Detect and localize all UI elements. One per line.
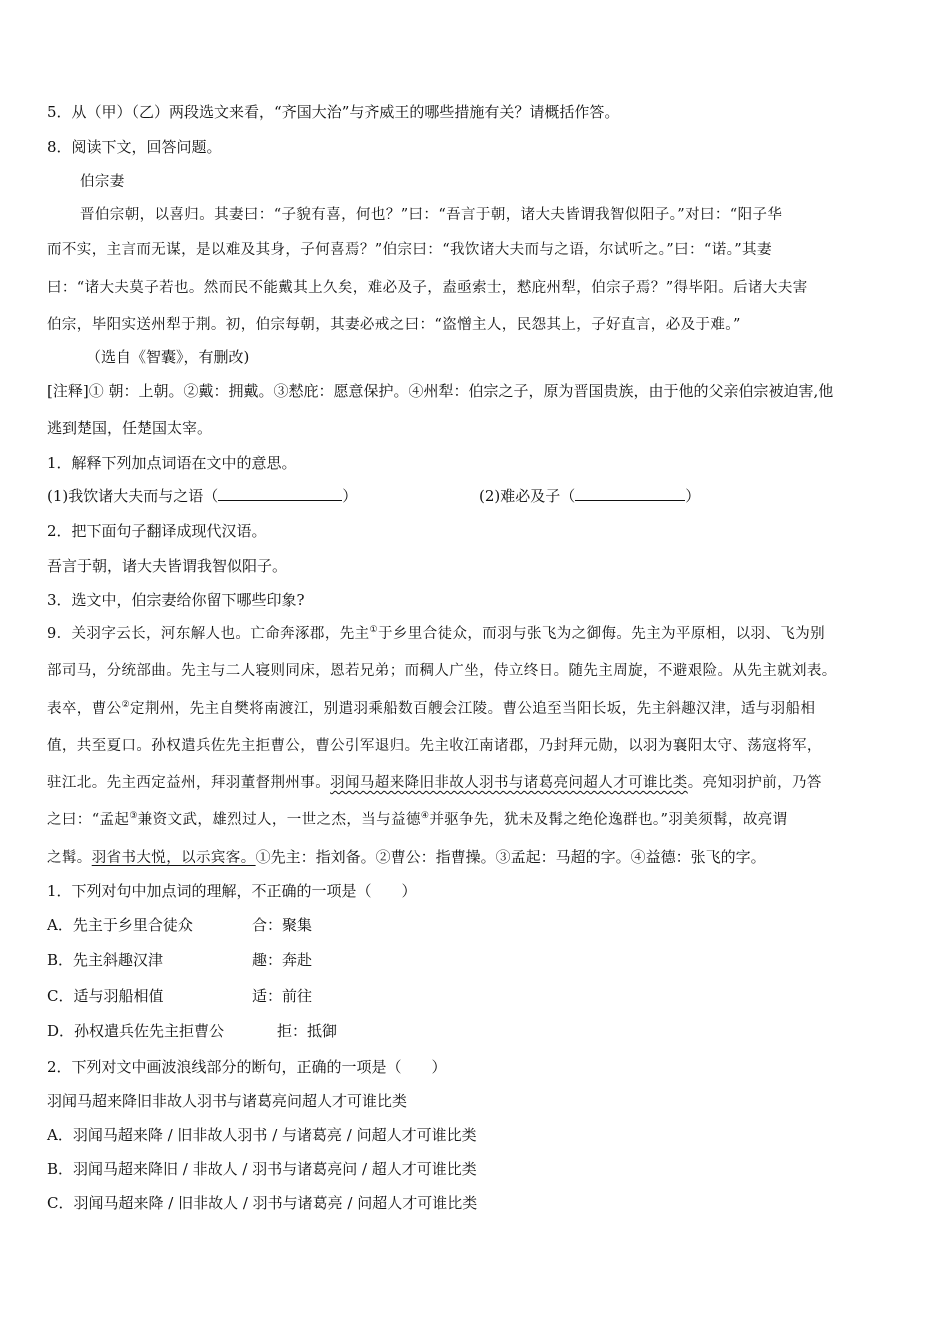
- q9-passage-line: 值，共至夏口。孙权遣兵佐先主拒曹公，曹公引军退归。先主收江南诸郡，乃封拜元勋，以羽为襄阳太守、荡寇将军，: [47, 738, 822, 754]
- footnote-mark: ④: [420, 811, 430, 822]
- q9-passage-line: 驻江北。先主西定益州，拜羽董督荆州事。羽闻马超来降旧非故人羽书与诸葛亮问超人才可谁比类。亮知羽护前，乃答: [47, 775, 822, 791]
- footnote-mark: ②: [121, 700, 130, 711]
- q8-sub3: 3．选文中，伯宗妻给你留下哪些印象?: [47, 591, 305, 609]
- option-c[interactable]: C．适与羽船相值 适：前往: [47, 987, 313, 1005]
- item-1-text: (1)我饮诸大夫而与之语（: [47, 487, 219, 505]
- notes-line: [注释]① 朝：上朝。②戴：拥戴。③慭庇：愿意保护。④州犁：伯宗之子，原为晋国贵族，由于他的父亲伯宗被迫害,他: [47, 382, 834, 400]
- q8-sub1: 1．解释下列加点词语在文中的意思。: [47, 454, 297, 472]
- q8-sub2-sentence: 吾言于朝，诸大夫皆谓我智似阳子。: [47, 557, 288, 575]
- option-b[interactable]: B．羽闻马超来降旧 / 非故人 / 羽书与诸葛亮问 / 超人才可谁比类: [47, 1160, 477, 1178]
- footnote-mark: ①: [369, 625, 378, 636]
- option-d[interactable]: D．孙权遣兵佐先主拒曹公 拒：抵御: [47, 1022, 338, 1040]
- q9-passage-line: 之曰：“孟起③兼资文武，雄烈过人，一世之杰，当与益德④并驱争先，犹未及髯之绝伦逸群也。”羽美须髯，故亮谓: [47, 811, 788, 828]
- footnote-mark: ③: [129, 811, 138, 822]
- passage-line: 而不实，主言而无谋，是以难及其身，子何喜焉？”伯宗曰：“我饮诸大夫而与之语，尔试听之。”曰：“诺。”其妻: [47, 242, 772, 258]
- answer-blank-2[interactable]: [575, 486, 685, 501]
- passage-line: 曰：“诸大夫莫子若也。然而民不能戴其上久矣，难必及子，盍亟索士，慭庇州犁，伯宗子焉？”得毕阳。后诸大夫害: [47, 280, 808, 296]
- option-a[interactable]: A．先主于乡里合徒众 合：聚集: [47, 916, 313, 934]
- q9-passage-line: 部司马，分统部曲。先主与二人寝则同床，恩若兄弟；而稠人广坐，侍立终日。随先主周旋，不避艰险。从先主就刘表。: [47, 663, 837, 679]
- passage-title: 伯宗妻: [80, 174, 125, 190]
- q9-passage-line: 9．关羽字云长，河东解人也。亡命奔涿郡，先主①于乡里合徒众，而羽与张飞为之御侮。先主为平原相，以羽、飞为别: [47, 625, 825, 642]
- q8-sub1-items: [47, 486, 907, 506]
- q9-sub2: 2．下列对文中画波浪线部分的断句，正确的一项是（ ）: [47, 1058, 447, 1076]
- passage-source: （选自《智囊》，有删改): [86, 348, 250, 366]
- question-5: 5．从（甲）（乙）两段选文来看，“齐国大治”与齐威王的哪些措施有关？请概括作答。: [47, 103, 620, 121]
- q8-sub2: 2．把下面句子翻译成现代汉语。: [47, 522, 267, 540]
- underlined-text: 羽省书大悦，以示宾客。: [91, 850, 256, 866]
- item-2-text: (2)难必及子（: [479, 487, 576, 505]
- answer-blank-1[interactable]: [218, 486, 342, 501]
- q9-passage-line: 表卒，曹公②定荆州，先主自樊将南渡江，别遣羽乘船数百艘会江陵。曹公追至当阳长坂，先主斜趣汉津，适与羽船相: [47, 700, 816, 717]
- option-c[interactable]: C．羽闻马超来降 / 旧非故人 / 羽书与诸葛亮 / 问超人才可谁比类: [47, 1194, 478, 1212]
- wavy-underlined-text: 羽闻马超来降旧非故人羽书与诸葛亮问超人才可谁比类: [330, 775, 688, 791]
- q9-footnotes: ①先主：指刘备。②曹公：指曹操。③孟起：马超的字。④益德：张飞的字。: [255, 848, 766, 866]
- q9-sub1: 1．下列对句中加点词的理解，不正确的一项是（ ）: [47, 882, 417, 900]
- passage-line: 晋伯宗朝，以喜归。其妻曰：“子貌有喜，何也？”曰：“吾言于朝，诸大夫皆谓我智似阳子。”对曰：“阳子华: [80, 207, 783, 223]
- notes-line: 逃到楚国，任楚国太宰。: [47, 419, 213, 437]
- q9-passage-line: 之髯。羽省书大悦，以示宾客。①先主：指刘备。②曹公：指曹操。③孟起：马超的字。④益德：张飞的字。: [47, 848, 766, 866]
- option-a[interactable]: A．羽闻马超来降 / 旧非故人羽书 / 与诸葛亮 / 问超人才可谁比类: [47, 1126, 477, 1144]
- q9-sub2-sentence: 羽闻马超来降旧非故人羽书与诸葛亮问超人才可谁比类: [47, 1092, 408, 1110]
- item-1-close: ）: [342, 487, 358, 505]
- item-2-close: ）: [685, 487, 701, 505]
- passage-line: 伯宗，毕阳实送州犁于荆。初，伯宗每朝，其妻必戒之曰：“盗憎主人，民怨其上，子好直言，必及于难。”: [47, 317, 741, 333]
- option-b[interactable]: B．先主斜趣汉津 趣：奔赴: [47, 951, 313, 969]
- question-8-intro: 8．阅读下文，回答问题。: [47, 138, 222, 156]
